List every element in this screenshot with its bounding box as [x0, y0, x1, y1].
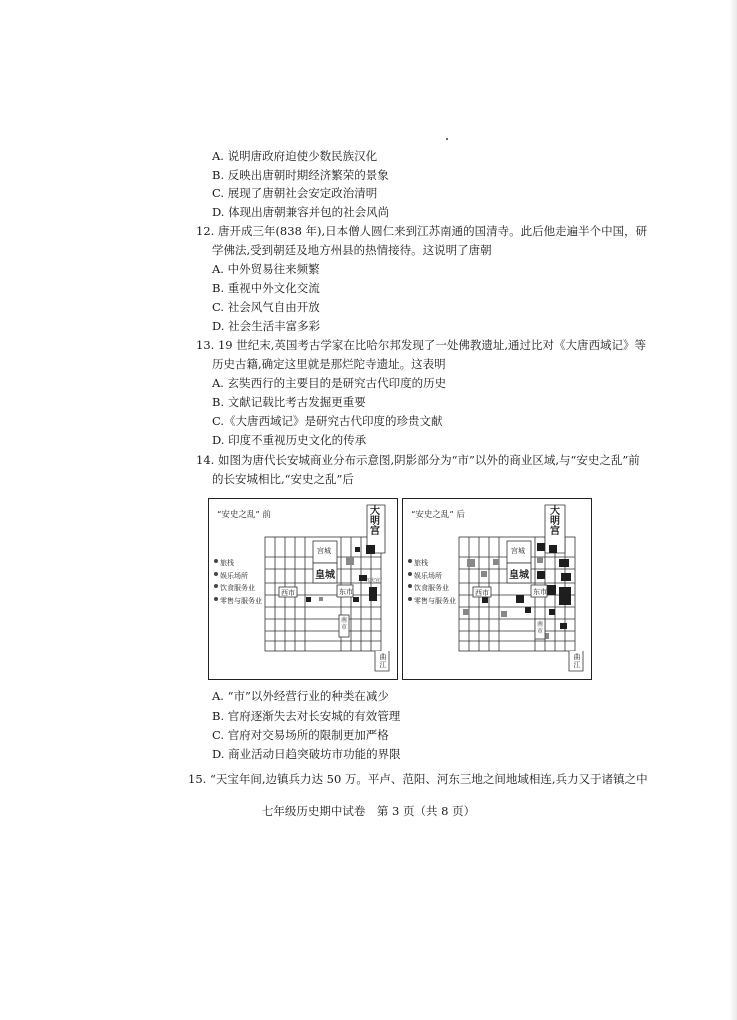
q15-stem-line-1: 15. “天宝年间,边镇兵力达 50 万。平卢、范阳、河东三地之间地域相连,兵力又于诸镇之中	[188, 772, 648, 786]
q12-stem-line-2: 学佛法,受到朝廷及地方州县的热情接待。这说明了唐朝	[212, 243, 492, 257]
legend-item-inn: 旅栈	[220, 559, 234, 567]
q14-stem-line-1: 14. 如图为唐代长安城商业分布示意图,阴影部分为“市”以外的商业区域,与“安史之乱”前	[196, 453, 640, 467]
legend-item-retail: 零售与服务业	[220, 596, 262, 605]
scan-speck	[446, 138, 448, 140]
q12-option-a: A. 中外贸易往来频繁	[212, 262, 320, 276]
q13-stem-line-2: 历史古籍,确定这里就是那烂陀寺遗址。这表明	[212, 357, 446, 371]
map-after-huangcheng: 皇城	[509, 570, 529, 581]
legend-item-food-service: 饮食服务业	[414, 584, 449, 593]
map-before-title: “安史之乱” 前	[217, 510, 271, 520]
map-before-mid-label: 南市	[340, 617, 347, 631]
map-before-legend	[213, 557, 262, 607]
q14-option-c: C. 官府对交易场所的限制更加严格	[212, 728, 389, 742]
q13-stem-line-1: 13. 19 世纪末,英国考古学家在比哈尔邦发现了一处佛教遗址,通过比对《大唐西域记》等	[196, 338, 647, 352]
map-before-gongcheng: 宫城	[317, 547, 331, 555]
q14-stem-line-2: 的长安城相比,“安史之乱”后	[212, 472, 354, 486]
map-after-rebellion	[402, 498, 592, 680]
q12-stem-line-1: 12. 唐开成三年(838 年),日本僧人圆仁来到江苏南通的国清寺。此后他走遍半个中国，研	[196, 224, 648, 238]
legend-item-entertainment: 娱乐场所	[414, 571, 442, 580]
q12-option-b: B. 重视中外文化交流	[212, 281, 320, 295]
q14-option-a: A. “市”以外经营行业的种类在减少	[212, 689, 389, 703]
map-before-east-market: 东市	[339, 588, 353, 596]
map-before-daming-palace: 大明宫	[370, 506, 380, 537]
map-after-mid-label: 南市	[536, 621, 543, 635]
q14-option-b: B. 官府逐渐失去对长安城的有效管理	[212, 709, 401, 723]
map-before-huangcheng: 皇城	[315, 570, 335, 581]
q13-option-b: B. 文献记载比考古发掘更重要	[212, 395, 366, 409]
map-after-daming-palace: 大明宫	[550, 506, 560, 537]
q11-option-d: D. 体现出唐朝兼容并包的社会风尚	[212, 205, 390, 219]
map-before-qujiang: 曲江	[379, 653, 387, 669]
q12-option-c: C. 社会风气自由开放	[212, 300, 320, 314]
legend-item-entertainment: 娱乐场所	[220, 571, 248, 580]
page-footer: 七年级历史期中试卷 第 3 页（共 8 页）	[261, 804, 476, 818]
map-after-legend	[407, 557, 456, 607]
q11-option-a: A. 说明唐政府迫使少数民族汉化	[212, 149, 378, 163]
map-after-qujiang: 曲江	[573, 653, 581, 669]
q13-option-d: D. 印度不重视历史文化的传承	[212, 433, 367, 447]
map-after-gongcheng: 宫城	[511, 547, 525, 555]
map-after-east-market: 东市	[533, 588, 547, 596]
map-before-xingqing: 兴庆宫	[365, 578, 381, 584]
q13-option-a: A. 玄奘西行的主要目的是研究古代印度的历史	[212, 376, 447, 390]
q11-option-c: C. 展现了唐朝社会安定政治清明	[212, 186, 378, 200]
scan-edge-shadow	[729, 0, 737, 1020]
map-after-west-market: 西市	[475, 589, 489, 597]
map-before-west-market: 西市	[281, 589, 295, 597]
legend-item-retail: 零售与服务业	[414, 596, 456, 605]
legend-item-inn: 旅栈	[414, 559, 428, 567]
q14-option-d: D. 商业活动日趋突破坊市功能的界限	[212, 747, 401, 761]
legend-item-food-service: 饮食服务业	[220, 584, 255, 593]
q11-option-b: B. 反映出唐朝时期经济繁荣的景象	[212, 168, 389, 182]
map-before-rebellion	[208, 498, 398, 680]
q13-option-c: C.《大唐西域记》是研究古代印度的珍贵文献	[212, 414, 443, 428]
q12-option-d: D. 社会生活丰富多彩	[212, 319, 321, 333]
map-after-title: “安史之乱” 后	[411, 510, 465, 520]
